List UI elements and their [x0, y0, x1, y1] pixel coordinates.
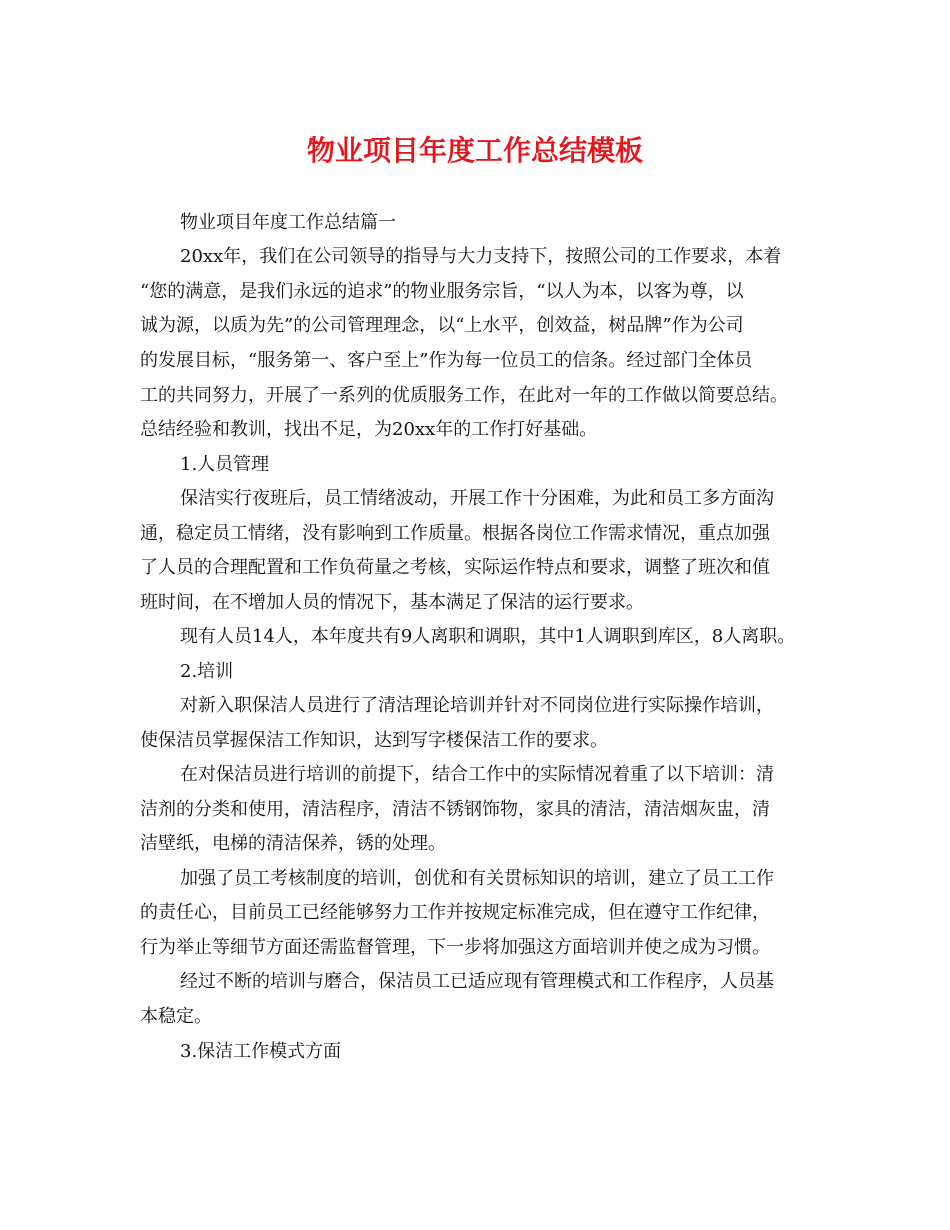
paragraph-line: 加强了员工考核制度的培训，创优和有关贯标知识的培训，建立了员工工作: [180, 868, 774, 889]
paragraph-line: “您的满意，是我们永远的追求”的物业服务宗旨，“以人为本，以客为尊，以: [140, 281, 744, 302]
document-title: 物业项目年度工作总结模板: [306, 134, 643, 167]
paragraph-line: 洁壁纸，电梯的清洁保养，锈的处理。: [140, 833, 446, 854]
section-heading: 3.保洁工作模式方面: [180, 1041, 342, 1062]
paragraph-line: 诚为源，以质为先”的公司管理理念，以“上水平，创效益，树品牌”作为公司: [140, 315, 744, 336]
paragraph-line: 本稳定。: [140, 1006, 212, 1027]
paragraph-line: 使保洁员掌握保洁工作知识，达到写字楼保洁工作的要求。: [140, 730, 608, 751]
paragraph-line: 工的共同努力，开展了一系列的优质服务工作，在此对一年的工作做以简要总结。: [140, 385, 788, 406]
paragraph-line: 通，稳定员工情绪，没有影响到工作质量。根据各岗位工作需求情况，重点加强: [140, 523, 770, 544]
paragraph-line: 保洁实行夜班后，员工情绪波动，开展工作十分困难，为此和员工多方面沟: [180, 488, 774, 509]
paragraph-line: 班时间，在不增加人员的情况下，基本满足了保洁的运行要求。: [140, 592, 644, 613]
paragraph-line: 经过不断的培训与磨合，保洁员工已适应现有管理模式和工作程序，人员基: [180, 971, 774, 992]
paragraph-line: 行为举止等细节方面还需监督管理，下一步将加强这方面培训并使之成为习惯。: [140, 937, 770, 958]
paragraph-line: 了人员的合理配置和工作负荷量之考核，实际运作特点和要求，调整了班次和值: [140, 557, 770, 578]
section-heading: 物业项目年度工作总结篇一: [180, 212, 396, 233]
paragraph-line: 的发展目标，“服务第一、客户至上”作为每一位员工的信条。经过部门全体员: [140, 350, 753, 371]
section-heading: 1.人员管理: [180, 454, 270, 475]
paragraph-line: 20xx年，我们在公司领导的指导与大力支持下，按照公司的工作要求，本着: [180, 246, 782, 267]
paragraph-line: 的责任心，目前员工已经能够努力工作并按规定标准完成，但在遵守工作纪律，: [140, 902, 770, 923]
paragraph-line: 在对保洁员进行培训的前提下，结合工作中的实际情况着重了以下培训：清: [180, 764, 774, 785]
paragraph-line: 洁剂的分类和使用，清洁程序，清洁不锈钢饰物，家具的清洁，清洁烟灰盅，清: [140, 799, 770, 820]
section-heading: 2.培训: [180, 661, 234, 682]
paragraph-line: 现有人员14人，本年度共有9人离职和调职，其中1人调职到库区，8人离职。: [180, 626, 796, 647]
paragraph-line: 对新入职保洁人员进行了清洁理论培训并针对不同岗位进行实际操作培训，: [180, 695, 774, 716]
paragraph-line: 总结经验和教训，找出不足，为20xx年的工作打好基础。: [140, 419, 598, 440]
